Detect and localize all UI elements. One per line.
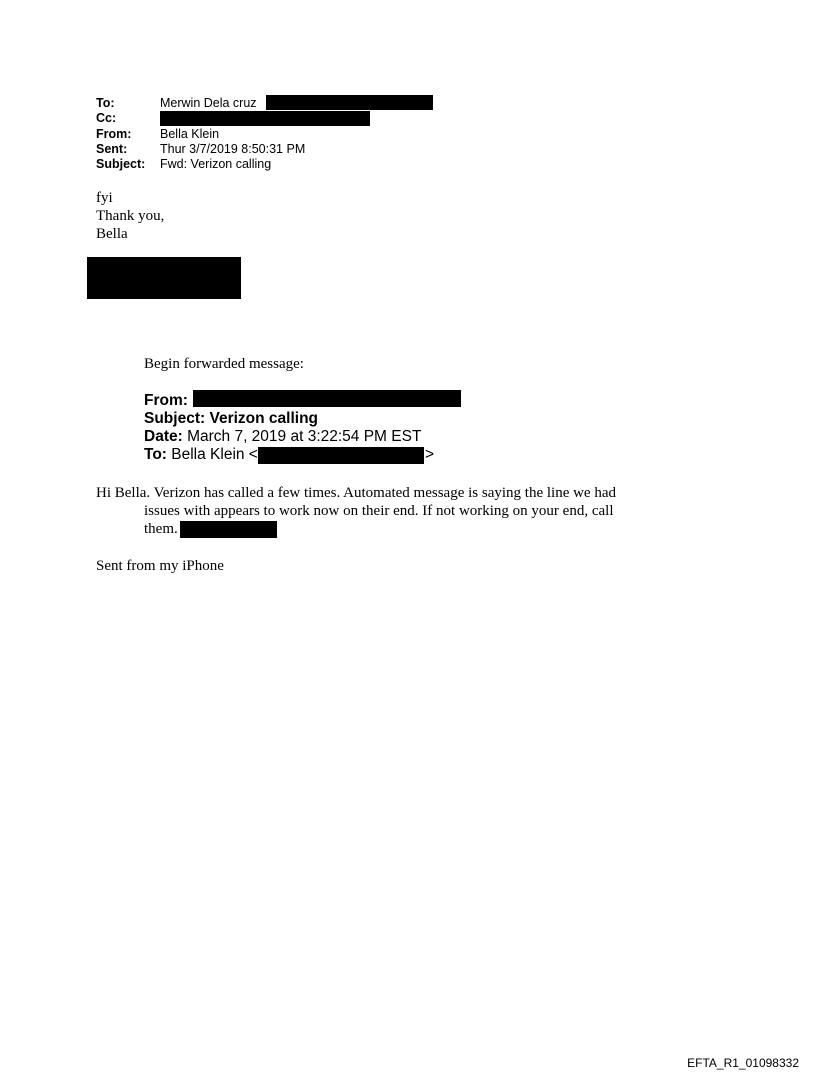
forwarded-subject-label: Subject: [144, 410, 206, 427]
from-value: Bella Klein [160, 127, 220, 141]
subject-value: Fwd: Verizon calling [160, 157, 272, 171]
body-line-fyi: fyi [96, 190, 113, 206]
redaction-signature-block [87, 257, 241, 299]
body-line-name: Bella [96, 226, 128, 242]
redaction-forwarded-to-email [258, 447, 424, 464]
to-value: Merwin Dela cruz [160, 96, 257, 110]
cc-label: Cc: [96, 111, 117, 125]
forwarded-date-label: Date: [144, 428, 183, 445]
forwarded-to-value: Bella Klein < [171, 446, 258, 463]
redaction-forwarded-from [193, 390, 461, 407]
forwarded-date-value: March 7, 2019 at 3:22:54 PM EST [187, 428, 422, 445]
message-line-1: Hi Bella. Verizon has called a few times. Automated message is saying the line we had [96, 485, 616, 501]
forwarded-to-row [144, 446, 258, 464]
forwarded-from-row [144, 392, 188, 410]
forwarded-date-row [144, 428, 421, 446]
sent-value: Thur 3/7/2019 8:50:31 PM [160, 142, 306, 156]
redaction-cc [160, 111, 370, 126]
body-line-thanks: Thank you, [96, 208, 165, 224]
from-label: From: [96, 127, 132, 141]
forwarded-intro: Begin forwarded message: [144, 356, 304, 372]
redaction-to-email [266, 95, 433, 110]
redaction-phone [180, 521, 277, 538]
message-line-3: them. [144, 521, 178, 537]
to-label: To: [96, 96, 115, 110]
subject-label: Subject: [96, 157, 146, 171]
forwarded-to-label: To: [144, 446, 167, 463]
forwarded-subject-value: Verizon calling [209, 410, 318, 427]
document-id: EFTA_R1_01098332 [687, 1056, 799, 1070]
message-signature: Sent from my iPhone [96, 558, 224, 574]
forwarded-subject-row [144, 410, 318, 428]
forwarded-to-close: > [425, 446, 435, 463]
message-line-2: issues with appears to work now on their end. If not working on your end, call [144, 503, 614, 519]
forwarded-from-label: From: [144, 392, 188, 409]
sent-label: Sent: [96, 142, 128, 156]
